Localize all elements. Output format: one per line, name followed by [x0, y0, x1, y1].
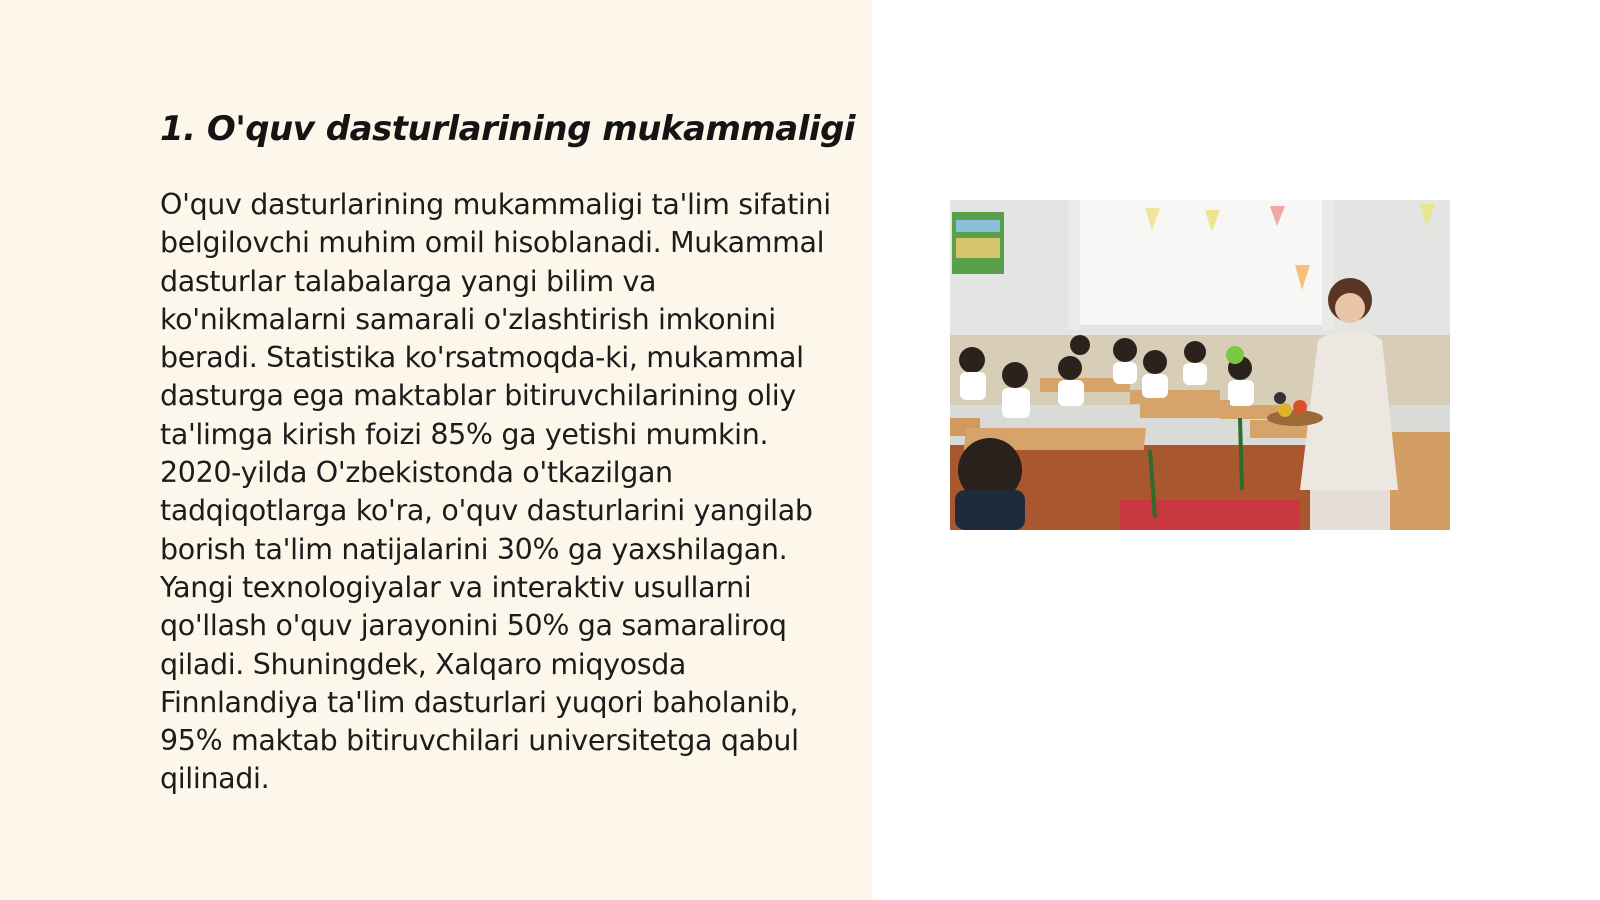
- slide-body-text: O'quv dasturlarining mukammaligi ta'lim sifatini belgilovchi muhim omil hisoblanadi. Mukammal dasturlar talabalarga yangi bilim va ko'nikmalarni samarali o'zlashtirish imkonini beradi. Statistika ko'rsatmoqda-ki, mukammal dasturga ega maktablar bitiruvchilarining oliy ta'limga kirish foizi 85% ga yetishi mumkin. 2020-yilda O'zbekistonda o'tkazilgan tadqiqotlarga ko'ra, o'quv dasturlarini yangilab borish ta'lim natijalarini 30% ga yaxshilagan. Yangi texnologiyalar va interaktiv usullarni qo'llash o'quv jarayonini 50% ga samaraliroq qiladi. Shuningdek, Xalqaro miqyosda Finnlandiya ta'lim dasturlari yuqori baholanib, 95% maktab bitiruvchilari universitetga qabul qilinadi.: [160, 188, 831, 796]
- classroom-photo: [950, 200, 1450, 530]
- slide-title: 1. O'quv dasturlarining mukammaligi: [160, 109, 856, 149]
